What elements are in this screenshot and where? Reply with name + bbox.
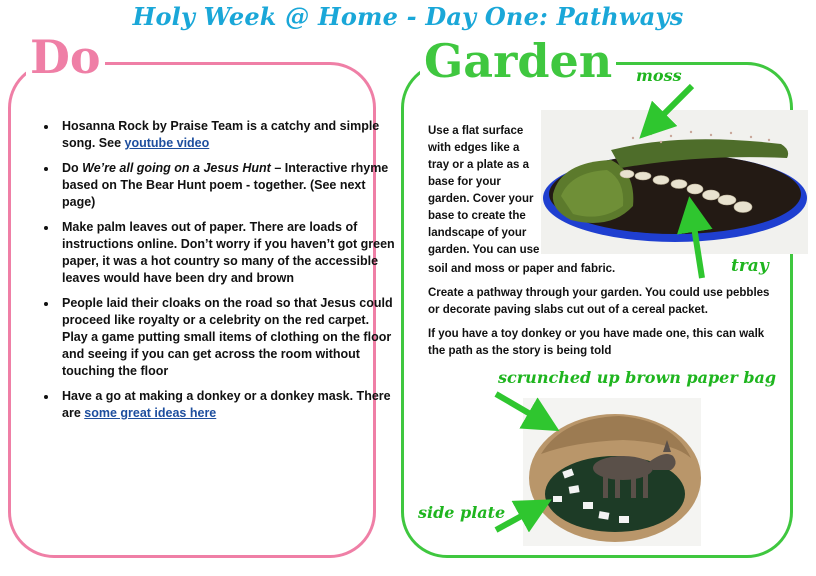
moss-label: moss — [636, 66, 682, 85]
great-ideas-link[interactable]: some great ideas here — [84, 406, 217, 420]
plate-arrow — [496, 508, 536, 530]
item-text: Make palm leaves out of paper. There are loads of instructions online. Don’t worry if you haven’t got green paper, it was a hot country so many of the accessible leaves would have been dry and brown — [62, 220, 395, 285]
garden-instructions-3: If you have a toy donkey or you have made one, this can walk the path as the story is being told — [428, 328, 765, 357]
item-text: Do — [62, 161, 83, 175]
garden-instructions-1: Use a flat surface with edges like a tray or a plate as a base for your garden. Cover your base to create the landscape of your garden. You can use — [428, 125, 540, 256]
side-plate-label: side plate — [418, 503, 506, 522]
item-text: Have a go at making a donkey or a donkey mask. There are — [62, 389, 391, 420]
tray-arrow — [692, 214, 702, 278]
youtube-video-link[interactable]: youtube video — [124, 136, 210, 150]
item-text: – Interactive rhyme based on The Bear Hunt poem - together. (See next page) — [62, 161, 389, 209]
garden-heading: Garden — [420, 38, 616, 84]
moss-arrow — [652, 86, 692, 126]
garden-instructions-2: Create a pathway through your garden. You could use pebbles or decorate paving slabs cut out of a cereal packet. — [428, 287, 770, 316]
page-title: Holy Week @ Home - Day One: Pathways — [132, 2, 684, 31]
tray-label: tray — [731, 256, 769, 276]
item-text: People laid their cloaks on the road so that Jesus could proceed like royalty or a celebrity on the red carpet. Play a game putting small items of clothing on the floor and seeing if you can get across the room without touching the floor — [62, 296, 393, 378]
paper-bag-label: scrunched up brown paper bag — [498, 368, 777, 387]
do-heading: Do — [26, 34, 105, 80]
bag-arrow — [496, 394, 544, 422]
garden-instructions-1-end: soil and moss or paper and fabric. — [428, 263, 616, 275]
item-text: Hosanna Rock by Praise Team is a catchy and simple song. See — [62, 119, 380, 150]
item-italic-title: We’re all going on a Jesus Hunt — [82, 161, 271, 175]
